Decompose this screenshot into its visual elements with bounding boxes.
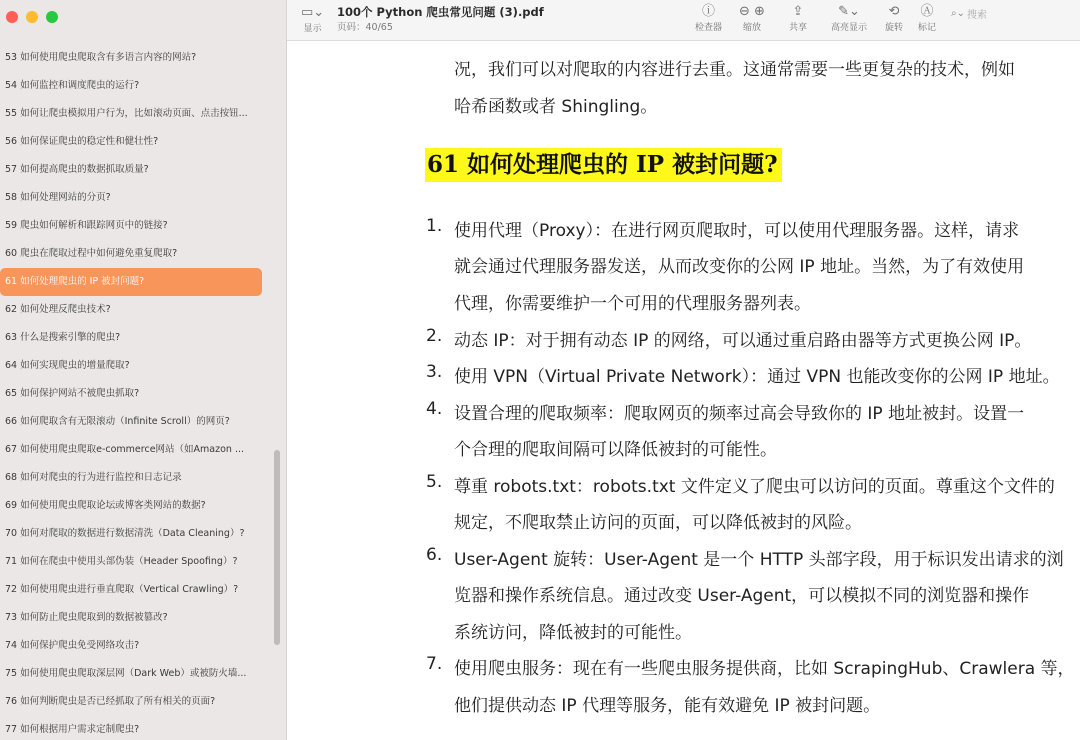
- rotate-label: 旋转: [885, 23, 904, 33]
- list-item-line: 动态 IP：对于拥有动态 IP 的网络，可以通过重启路由器等方式更换公网 IP。: [454, 331, 1032, 351]
- highlight-button[interactable]: [831, 4, 867, 33]
- display-label: 显示: [303, 24, 322, 34]
- toc-item[interactable]: 60 爬虫在爬取过程中如何避免重复爬取?: [5, 248, 178, 259]
- list-number: 1.: [426, 216, 443, 236]
- toc-item[interactable]: 74 如何保护爬虫免受网络攻击?: [5, 640, 140, 651]
- toc-item[interactable]: 77 如何根据用户需求定制爬虫?: [5, 724, 140, 735]
- search-icon: ⌕⌄: [951, 7, 965, 19]
- toc-item[interactable]: 72 如何使用爬虫进行垂直爬取（Vertical Crawling）?: [5, 584, 239, 595]
- toc-item[interactable]: 69 如何使用爬虫爬取论坛或博客类网站的数据?: [5, 500, 206, 511]
- share-icon: ⇪: [792, 4, 804, 19]
- rotate-button[interactable]: [885, 4, 903, 33]
- toc-item[interactable]: 67 如何使用爬虫爬取e-commerce网站（如Amazon ...: [5, 444, 245, 455]
- list-item-line: 使用 VPN（Virtual Private Network）：通过 VPN 也能改变你的公网 IP 地址。: [454, 367, 1060, 387]
- page-indicator: 页码：40/65: [337, 22, 393, 33]
- toc-item[interactable]: 58 如何处理网站的分页?: [5, 192, 111, 203]
- list-item-line: 系统访问，降低被封的可能性。: [454, 623, 692, 643]
- toc-item[interactable]: 66 如何爬取含有无限滚动（Infinite Scroll）的网页?: [5, 416, 230, 427]
- list-item-line: 个合理的爬取间隔可以降低被封的可能性。: [454, 440, 777, 460]
- inspector-label: 检查器: [695, 23, 723, 33]
- search-placeholder: 搜索: [966, 9, 987, 21]
- list-item-line: 就会通过代理服务器发送，从而改变你的公网 IP 地址。当然，为了有效使用: [454, 257, 1025, 277]
- toc-item[interactable]: 64 如何实现爬虫的增量爬取?: [5, 360, 130, 371]
- list-item-line: 尊重 robots.txt：robots.txt 文件定义了爬虫可以访问的页面。尊重这个文件的: [454, 477, 1055, 497]
- toc-item[interactable]: 61 如何处理爬虫的 IP 被封问题?: [0, 268, 262, 296]
- list-number: 6.: [426, 545, 443, 565]
- list-item-line: 使用爬虫服务：现在有一些爬虫服务提供商，比如 ScrapingHub、Crawlera 等，: [454, 659, 1075, 679]
- pen-icon: ✎⌄: [838, 4, 860, 19]
- toc-item[interactable]: 62 如何处理反爬虫技术?: [5, 304, 111, 315]
- sidebar-scrollbar[interactable]: [274, 450, 280, 645]
- window-controls: [6, 11, 58, 23]
- toc-item[interactable]: 76 如何判断爬虫是否已经抓取了所有相关的页面?: [5, 696, 216, 707]
- sidebar-toggle-icon: ▭⌄: [301, 5, 325, 20]
- zoom-button[interactable]: [46, 11, 58, 23]
- intro-line: 况，我们可以对爬取的内容进行去重。这通常需要一些更复杂的技术，例如: [454, 60, 1015, 80]
- toc-item[interactable]: 65 如何保护网站不被爬虫抓取?: [5, 388, 140, 399]
- toc-item[interactable]: 55 如何让爬虫模拟用户行为，比如滚动页面、点击按钮...: [5, 108, 248, 119]
- list-number: 5.: [426, 472, 443, 492]
- toc-item[interactable]: 59 爬虫如何解析和跟踪网页中的链接?: [5, 220, 168, 231]
- pdf-page: [287, 41, 1080, 740]
- list-number: 3.: [426, 362, 443, 382]
- list-item-line: 览器和操作系统信息。通过改变 User-Agent，可以模拟不同的浏览器和操作: [454, 586, 1030, 606]
- info-icon: ⓘ: [702, 4, 716, 19]
- list-item-line: 使用代理（Proxy）：在进行网页爬取时，可以使用代理服务器。这样，请求: [454, 221, 1020, 241]
- search-field[interactable]: [951, 5, 1071, 21]
- zoom-label: 缩放: [742, 23, 761, 33]
- list-number: 4.: [426, 399, 443, 419]
- toc-item[interactable]: 68 如何对爬虫的行为进行监控和日志记录: [5, 472, 182, 483]
- list-number: 7.: [426, 654, 443, 674]
- markup-icon: Ⓐ: [920, 4, 934, 19]
- toc-item[interactable]: 71 如何在爬虫中使用头部伪装（Header Spoofing）?: [5, 556, 238, 567]
- zoom-icons: ⊖ ⊕: [739, 4, 765, 19]
- list-item-line: User-Agent 旋转：User-Agent 是一个 HTTP 头部字段，用于标识发出请求的浏: [454, 550, 1064, 570]
- toc-item[interactable]: 53 如何使用爬虫爬取含有多语言内容的网站?: [5, 52, 197, 63]
- close-button[interactable]: [6, 11, 18, 23]
- share-button[interactable]: [789, 4, 807, 33]
- markup-label: 标记: [918, 23, 937, 33]
- toolbar: [287, 0, 1080, 41]
- zoom-button-group[interactable]: [739, 4, 765, 33]
- inspector-button[interactable]: [695, 4, 722, 33]
- section-heading: 61 如何处理爬虫的 IP 被封问题?: [425, 148, 782, 182]
- display-button[interactable]: [301, 5, 324, 34]
- markup-button[interactable]: [918, 4, 936, 33]
- list-item-line: 代理，你需要维护一个可用的代理服务器列表。: [454, 294, 811, 314]
- list-item-line: 设置合理的爬取频率：爬取网页的频率过高会导致你的 IP 地址被封。设置一: [454, 404, 1025, 424]
- list-item-line: 规定，不爬取禁止访问的页面，可以降低被封的风险。: [454, 513, 862, 533]
- share-label: 共享: [789, 23, 808, 33]
- rotate-icon: ⟲: [888, 4, 900, 19]
- intro-line: 哈希函数或者 Shingling。: [454, 97, 658, 117]
- minimize-button[interactable]: [26, 11, 38, 23]
- document-title: 100个 Python 爬虫常见问题 (3).pdf: [337, 5, 544, 19]
- toc-item[interactable]: 57 如何提高爬虫的数据抓取质量?: [5, 164, 149, 175]
- toc-item[interactable]: 73 如何防止爬虫爬取到的数据被篡改?: [5, 612, 168, 623]
- highlight-label: 高亮显示: [831, 23, 868, 33]
- sidebar: [0, 0, 287, 740]
- list-item-line: 他们提供动态 IP 代理等服务，能有效避免 IP 被封问题。: [454, 696, 881, 716]
- table-of-contents: [0, 44, 286, 740]
- toc-item[interactable]: 75 如何使用爬虫爬取深层网（Dark Web）或被防火墙...: [5, 668, 247, 679]
- toc-item[interactable]: 70 如何对爬取的数据进行数据清洗（Data Cleaning）?: [5, 528, 245, 539]
- toc-item[interactable]: 56 如何保证爬虫的稳定性和健壮性?: [5, 136, 159, 147]
- toc-item[interactable]: 63 什么是搜索引擎的爬虫?: [5, 332, 121, 343]
- list-number: 2.: [426, 326, 443, 346]
- toc-item[interactable]: 54 如何监控和调度爬虫的运行?: [5, 80, 140, 91]
